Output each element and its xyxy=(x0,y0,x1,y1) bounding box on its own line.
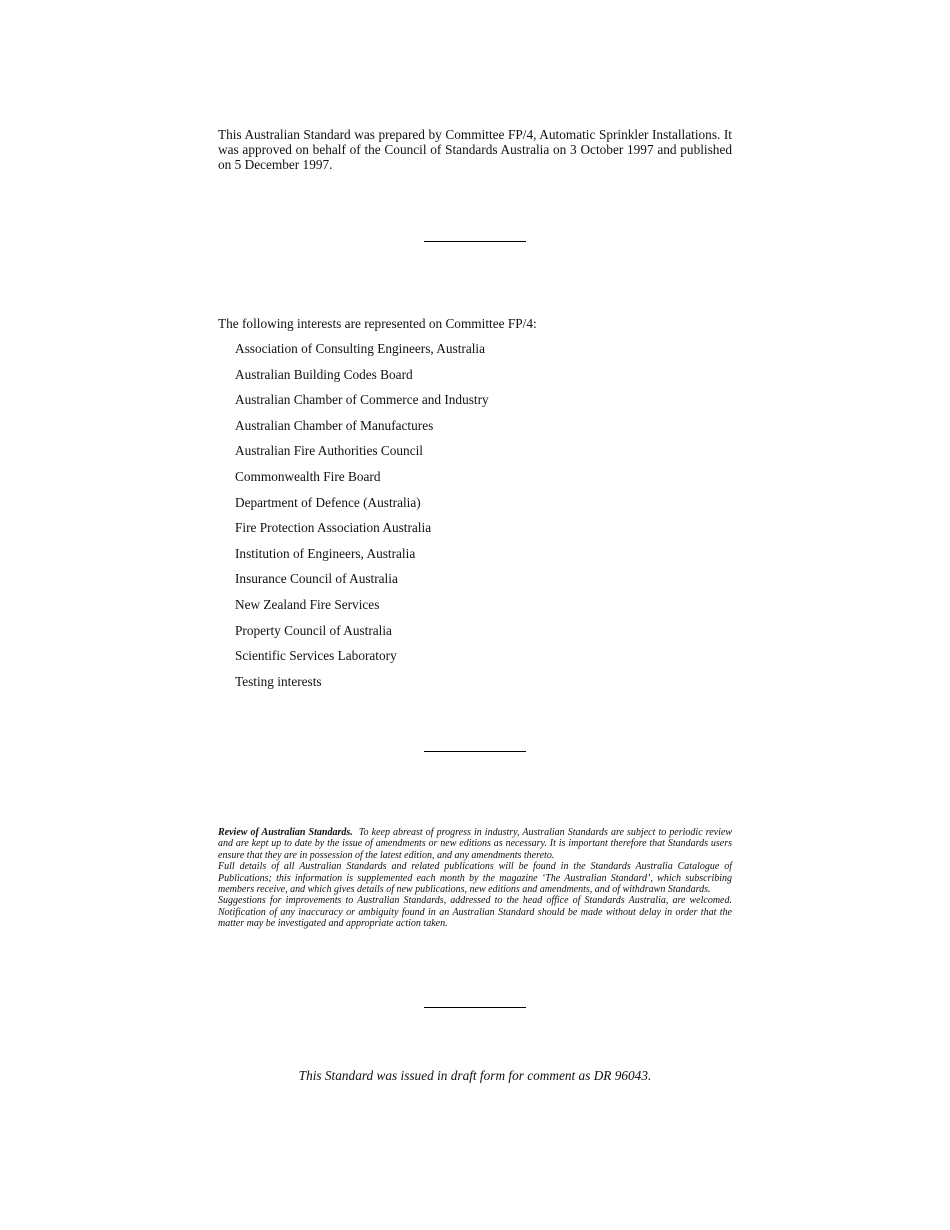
list-item: Association of Consulting Engineers, Australia xyxy=(235,341,486,356)
committee-member-list xyxy=(235,340,489,698)
review-heading: Review of Australian Standards. xyxy=(218,827,353,838)
list-item: Australian Chamber of Manufactures xyxy=(235,417,434,433)
section-divider xyxy=(424,751,526,752)
section-divider xyxy=(424,1007,526,1008)
list-item: Department of Defence (Australia) xyxy=(235,494,421,510)
list-item: Insurance Council of Australia xyxy=(235,571,398,587)
list-item: Australian Building Codes Board xyxy=(235,366,413,382)
list-item: Property Council of Australia xyxy=(235,622,392,638)
section-divider xyxy=(424,241,526,242)
approval-paragraph: This Australian Standard was prepared by Committee FP/4, Automatic Sprinkler Installations. It was approved on behalf of the Council of Standards Australia on 3 October 1997 and published on 5 December 1997. xyxy=(218,127,732,172)
review-notice xyxy=(218,827,732,930)
review-paragraph: Full details of all Australian Standards and related publications will be found in the Standards Australia Catalogue of Publications; this information is supplemented each month by the magazine ‘The Australian Standard’, which subscribing members receive, and which gives details of new publications, new editions and amendments, and of withdrawn Standards. xyxy=(218,861,732,896)
review-paragraph xyxy=(218,827,732,861)
list-item: Australian Chamber of Commerce and Industry xyxy=(235,392,489,408)
review-paragraph: Suggestions for improvements to Australian Standards, addressed to the head office of Standards Australia, are welcomed. Notification of any inaccuracy or ambiguity found in an Australian Standard should be made without delay in order that the matter may be investigated and appropriate action taken. xyxy=(218,895,732,930)
list-item: Scientific Services Laboratory xyxy=(235,648,397,664)
list-item: New Zealand Fire Services xyxy=(235,596,380,612)
list-item: Commonwealth Fire Board xyxy=(235,468,381,484)
draft-note: This Standard was issued in draft form for comment as DR 96043. xyxy=(298,1068,652,1083)
list-item: Testing interests xyxy=(235,673,322,689)
list-item: Fire Protection Association Australia xyxy=(235,520,432,536)
review-text: To keep abreast of progress in industry, Australian Standards are subject to periodic review and are kept up to date by the issue of amendments or new editions as necessary. It is important therefore that Standards users ensure that they are in possession of the latest edition, and any amendments thereto. xyxy=(218,827,732,861)
list-item: Australian Fire Authorities Council xyxy=(235,443,423,459)
committee-intro: The following interests are represented on Committee FP/4: xyxy=(218,316,537,331)
list-item: Institution of Engineers, Australia xyxy=(235,545,416,561)
